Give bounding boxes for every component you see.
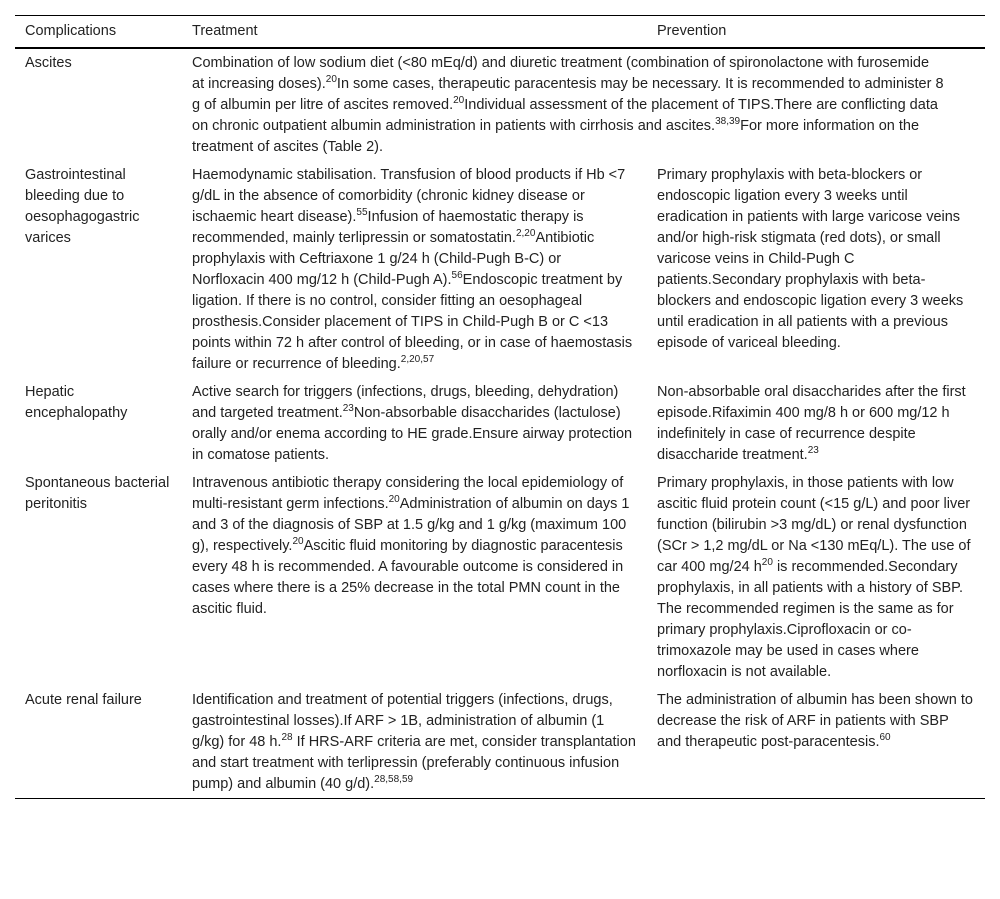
citation-superscript: 20	[453, 95, 465, 106]
cell-text: Endoscopic treatment by ligation. If there is no control, consider fitting an oesophageal prosthesis.Consider placement of TIPS in Child-Pugh B or C <13 points within 72 h after control of bleeding, or in case of haemostasis failure or recurrence of bleeding.	[192, 272, 633, 372]
treatment-cell	[182, 469, 647, 686]
complication-cell: Acute renal failure	[25, 692, 142, 708]
citation-superscript: 20	[761, 557, 773, 568]
citation-superscript: 56	[451, 270, 463, 281]
citation-superscript: 23	[342, 403, 354, 414]
prevention-cell	[647, 469, 985, 686]
table-row	[15, 48, 985, 161]
citation-superscript: 28,58,59	[374, 774, 414, 785]
cell-text: Haemodynamic stabilisation. Transfusion of blood products if Hb <7 g/dL in the absence of comorbidity (chronic kidney disease or ischaemic heart disease).	[192, 167, 626, 225]
cell-text: Primary prophylaxis, in those patients with low ascitic fluid protein count (<15 g/L) and poor liver function (bilirubin >3 mg/dL) or renal dysfunction (SCr > 1,2 mg/dL or Na <130 mEq/L). The use of car 400 mg/24 h	[657, 475, 971, 575]
complication-cell: Ascites	[25, 55, 72, 71]
cell-text: Identification and treatment of potential triggers (infections, drugs, gastrointestinal losses).If ARF > 1B, administration of albumin (1 g/kg) for 48 h.	[192, 692, 613, 750]
citation-superscript: 20	[388, 494, 400, 505]
citation-superscript: 20	[325, 74, 337, 85]
cell-text: Active search for triggers (infections, drugs, bleeding, dehydration) and targeted treatment.	[192, 384, 619, 421]
citation-superscript: 60	[879, 732, 891, 743]
prevention-cell	[647, 686, 985, 799]
complications-table-container	[15, 15, 985, 799]
cell-text: Non-absorbable oral disaccharides after the first episode.Rifaximin 400 mg/8 h or 600 mg/12 h indefinitely in case of recurrence despite disaccharide treatment.	[657, 384, 966, 463]
cell-text: For more information on the treatment of ascites (Table 2).	[192, 118, 920, 155]
header-complications: Complications	[25, 23, 117, 39]
cell-text: Individual assessment of the placement of TIPS.There are conflicting data on chronic outpatient albumin administration in patients with cirrhosis and ascites.	[192, 97, 938, 134]
complication-cell: Spontaneous bacterial peritonitis	[25, 475, 170, 512]
cell-text: Infusion of haemostatic therapy is recommended, mainly terlipressin or somatostatin.	[192, 209, 584, 246]
complication-cell: Hepatic encephalopathy	[25, 384, 128, 421]
citation-superscript: 23	[807, 445, 819, 456]
table-row	[15, 378, 985, 469]
table-row	[15, 161, 985, 378]
cell-text: Ascitic fluid monitoring by diagnostic paracentesis every 48 h is recommended. A favourable outcome is considered in cases where there is a 25% decrease in the total PMN count in the ascitic fluid.	[192, 538, 624, 617]
cell-text: is recommended.Secondary prophylaxis, in all patients with a history of SBP. The recommended regimen is the same as for primary prophylaxis.Ciprofloxacin or co-trimoxazole may be used in cases where norfloxacin is not available.	[657, 559, 964, 680]
treatment-cell	[182, 686, 647, 799]
prevention-cell	[647, 378, 985, 469]
cell-text: Non-absorbable disaccharides (lactulose) orally and/or enema according to HE grade.Ensure airway protection in comatose patients.	[192, 405, 633, 463]
cell-text: In some cases, therapeutic paracentesis may be necessary. It is recommended to administer 8 g of albumin per litre of ascites removed.	[192, 76, 944, 113]
cell-text: Intravenous antibiotic therapy considering the local epidemiology of multi-resistant germ infections.	[192, 475, 624, 512]
header-treatment: Treatment	[192, 23, 258, 39]
treatment-cell	[182, 48, 985, 161]
cell-text: Administration of albumin on days 1 and 3 of the diagnosis of SBP at 1.5 g/kg and 1 g/kg (maximum 100 g), respectively.	[192, 496, 630, 554]
table-body	[15, 48, 985, 799]
citation-superscript: 2,20	[515, 228, 536, 239]
table-header-row	[15, 16, 985, 49]
table-row	[15, 686, 985, 799]
complications-table	[15, 15, 985, 799]
treatment-cell	[182, 378, 647, 469]
cell-text: Primary prophylaxis with beta-blockers or endoscopic ligation every 3 weeks until eradication in patients with large varicose veins and/or high-risk stigmata (red dots), or small varicose veins in Child-Pugh C patients.Secondary prophylaxis with beta-blockers and endoscopic ligation every 3 weeks until eradication in all patients with a previous episode of variceal bleeding.	[657, 167, 964, 351]
citation-superscript: 38,39	[715, 116, 741, 127]
header-prevention: Prevention	[657, 23, 727, 39]
citation-superscript: 28	[281, 732, 293, 743]
citation-superscript: 55	[356, 207, 368, 218]
cell-text: Antibiotic prophylaxis with Ceftriaxone 1 g/24 h (Child-Pugh B-C) or Norfloxacin 400 mg/12 h (Child-Pugh A).	[192, 230, 595, 288]
citation-superscript: 2,20,57	[400, 354, 435, 365]
cell-text: If HRS-ARF criteria are met, consider transplantation and start treatment with terlipressin (preferably continuous infusion pump) and albumin (40 g/d).	[192, 734, 636, 792]
treatment-cell	[182, 161, 647, 378]
complication-cell: Gastrointestinal bleeding due to oesophagogastric varices	[25, 167, 140, 246]
cell-text: The administration of albumin has been shown to decrease the risk of ARF in patients with SBP and therapeutic post-paracentesis.	[657, 692, 973, 750]
cell-text: Combination of low sodium diet (<80 mEq/d) and diuretic treatment (combination of spironolactone with furosemide at increasing doses).	[192, 55, 930, 92]
table-row	[15, 469, 985, 686]
citation-superscript: 20	[292, 536, 304, 547]
prevention-cell	[647, 161, 985, 378]
